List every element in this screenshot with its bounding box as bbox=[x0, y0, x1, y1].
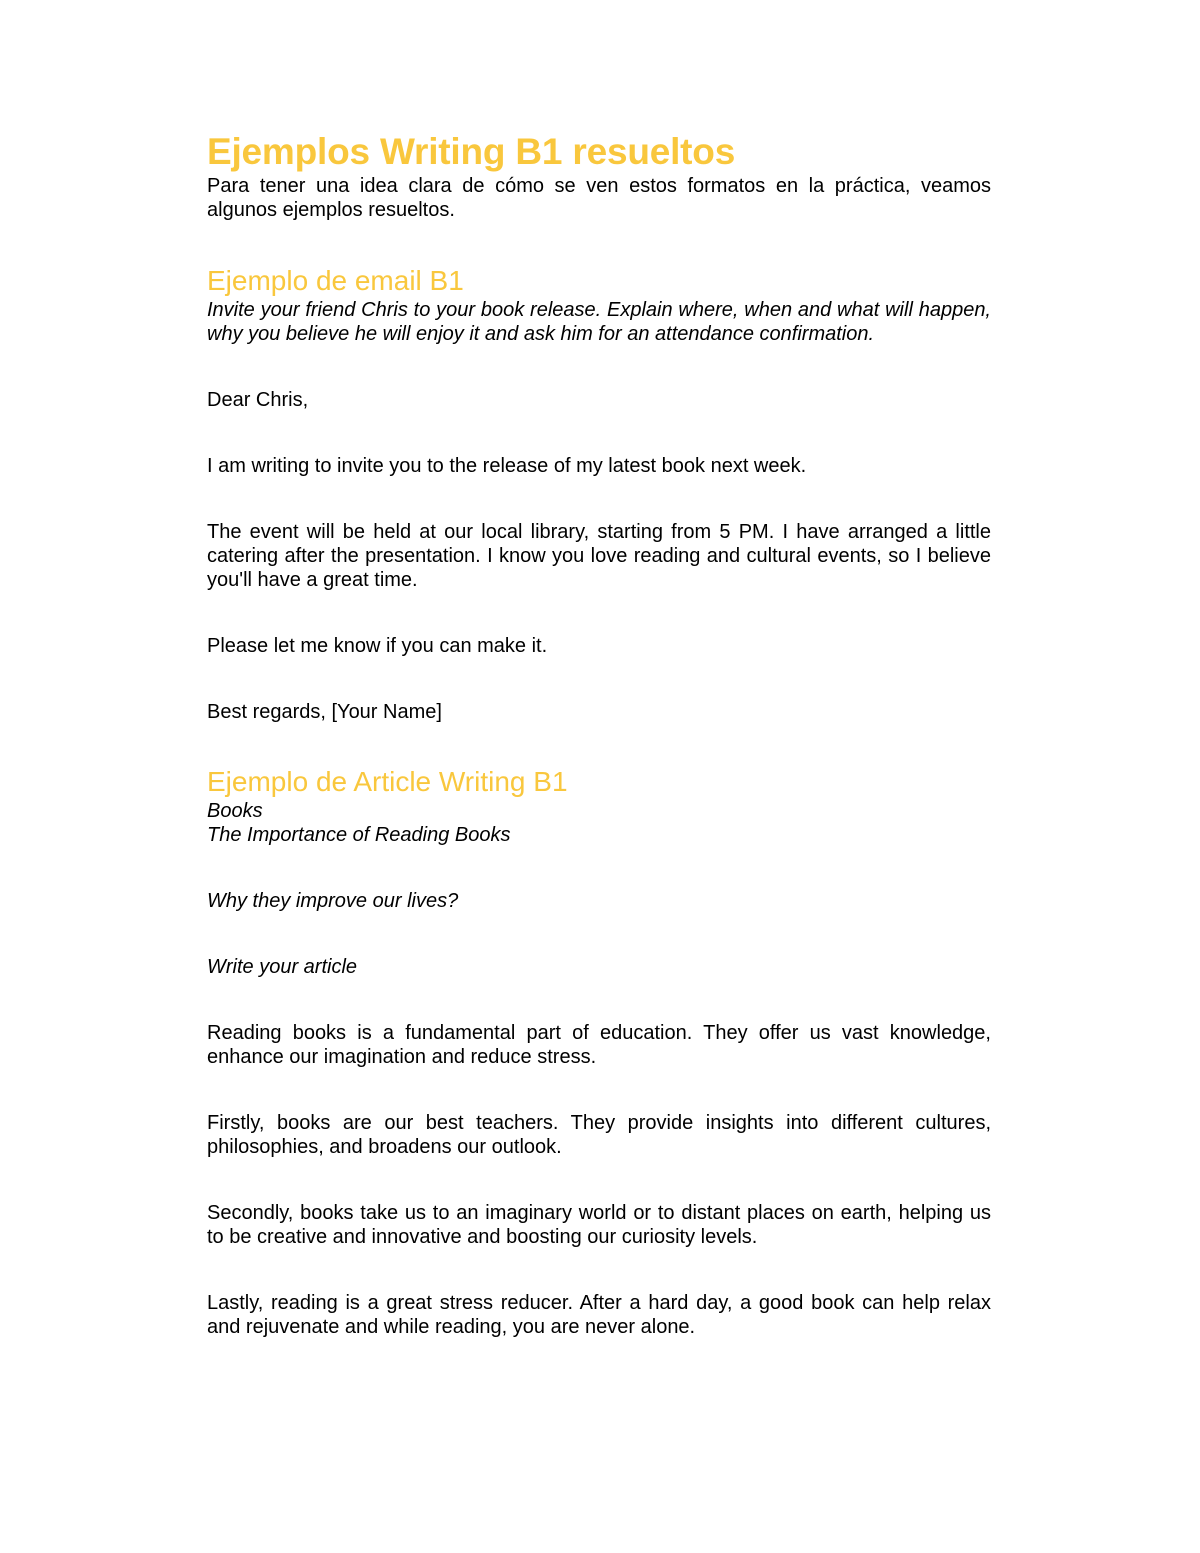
article-paragraph-1: Reading books is a fundamental part of education. They offer us vast knowledge, enhance our imagination and reduce stress. bbox=[207, 1022, 991, 1068]
email-closing: Best regards, [Your Name] bbox=[207, 701, 442, 723]
email-prompt: Invite your friend Chris to your book release. Explain where, when and what will happen, why you believe he will enjoy it and ask him for an attendance confirmation. bbox=[207, 299, 991, 345]
article-section-heading: Ejemplo de Article Writing B1 bbox=[207, 766, 568, 797]
email-paragraph-2: The event will be held at our local library, starting from 5 PM. I have arranged a little catering after the presentation. I know you love reading and cultural events, so I believe you'll have a great time. bbox=[207, 521, 991, 591]
document-page bbox=[207, 130, 991, 1339]
article-question: Why they improve our lives? bbox=[207, 890, 459, 912]
intro-paragraph: Para tener una idea clara de cómo se ven estos formatos en la práctica, veamos algunos ejemplos resueltos. bbox=[207, 175, 991, 221]
email-paragraph-3: Please let me know if you can make it. bbox=[207, 635, 548, 657]
article-instruction: Write your article bbox=[207, 956, 358, 978]
email-greeting: Dear Chris, bbox=[207, 389, 309, 411]
email-section-heading: Ejemplo de email B1 bbox=[207, 265, 464, 296]
email-paragraph-1: I am writing to invite you to the release of my latest book next week. bbox=[207, 455, 807, 477]
article-paragraph-3: Secondly, books take us to an imaginary world or to distant places on earth, helping us to be creative and innovative and boosting our curiosity levels. bbox=[207, 1202, 991, 1248]
article-paragraph-2: Firstly, books are our best teachers. They provide insights into different cultures, philosophies, and broadens our outlook. bbox=[207, 1112, 991, 1158]
article-topic: Books bbox=[207, 800, 263, 822]
article-title: The Importance of Reading Books bbox=[207, 824, 511, 846]
article-paragraph-4: Lastly, reading is a great stress reducer. After a hard day, a good book can help relax and rejuvenate and while reading, you are never alone. bbox=[207, 1292, 991, 1338]
document-title: Ejemplos Writing B1 resueltos bbox=[207, 131, 736, 172]
